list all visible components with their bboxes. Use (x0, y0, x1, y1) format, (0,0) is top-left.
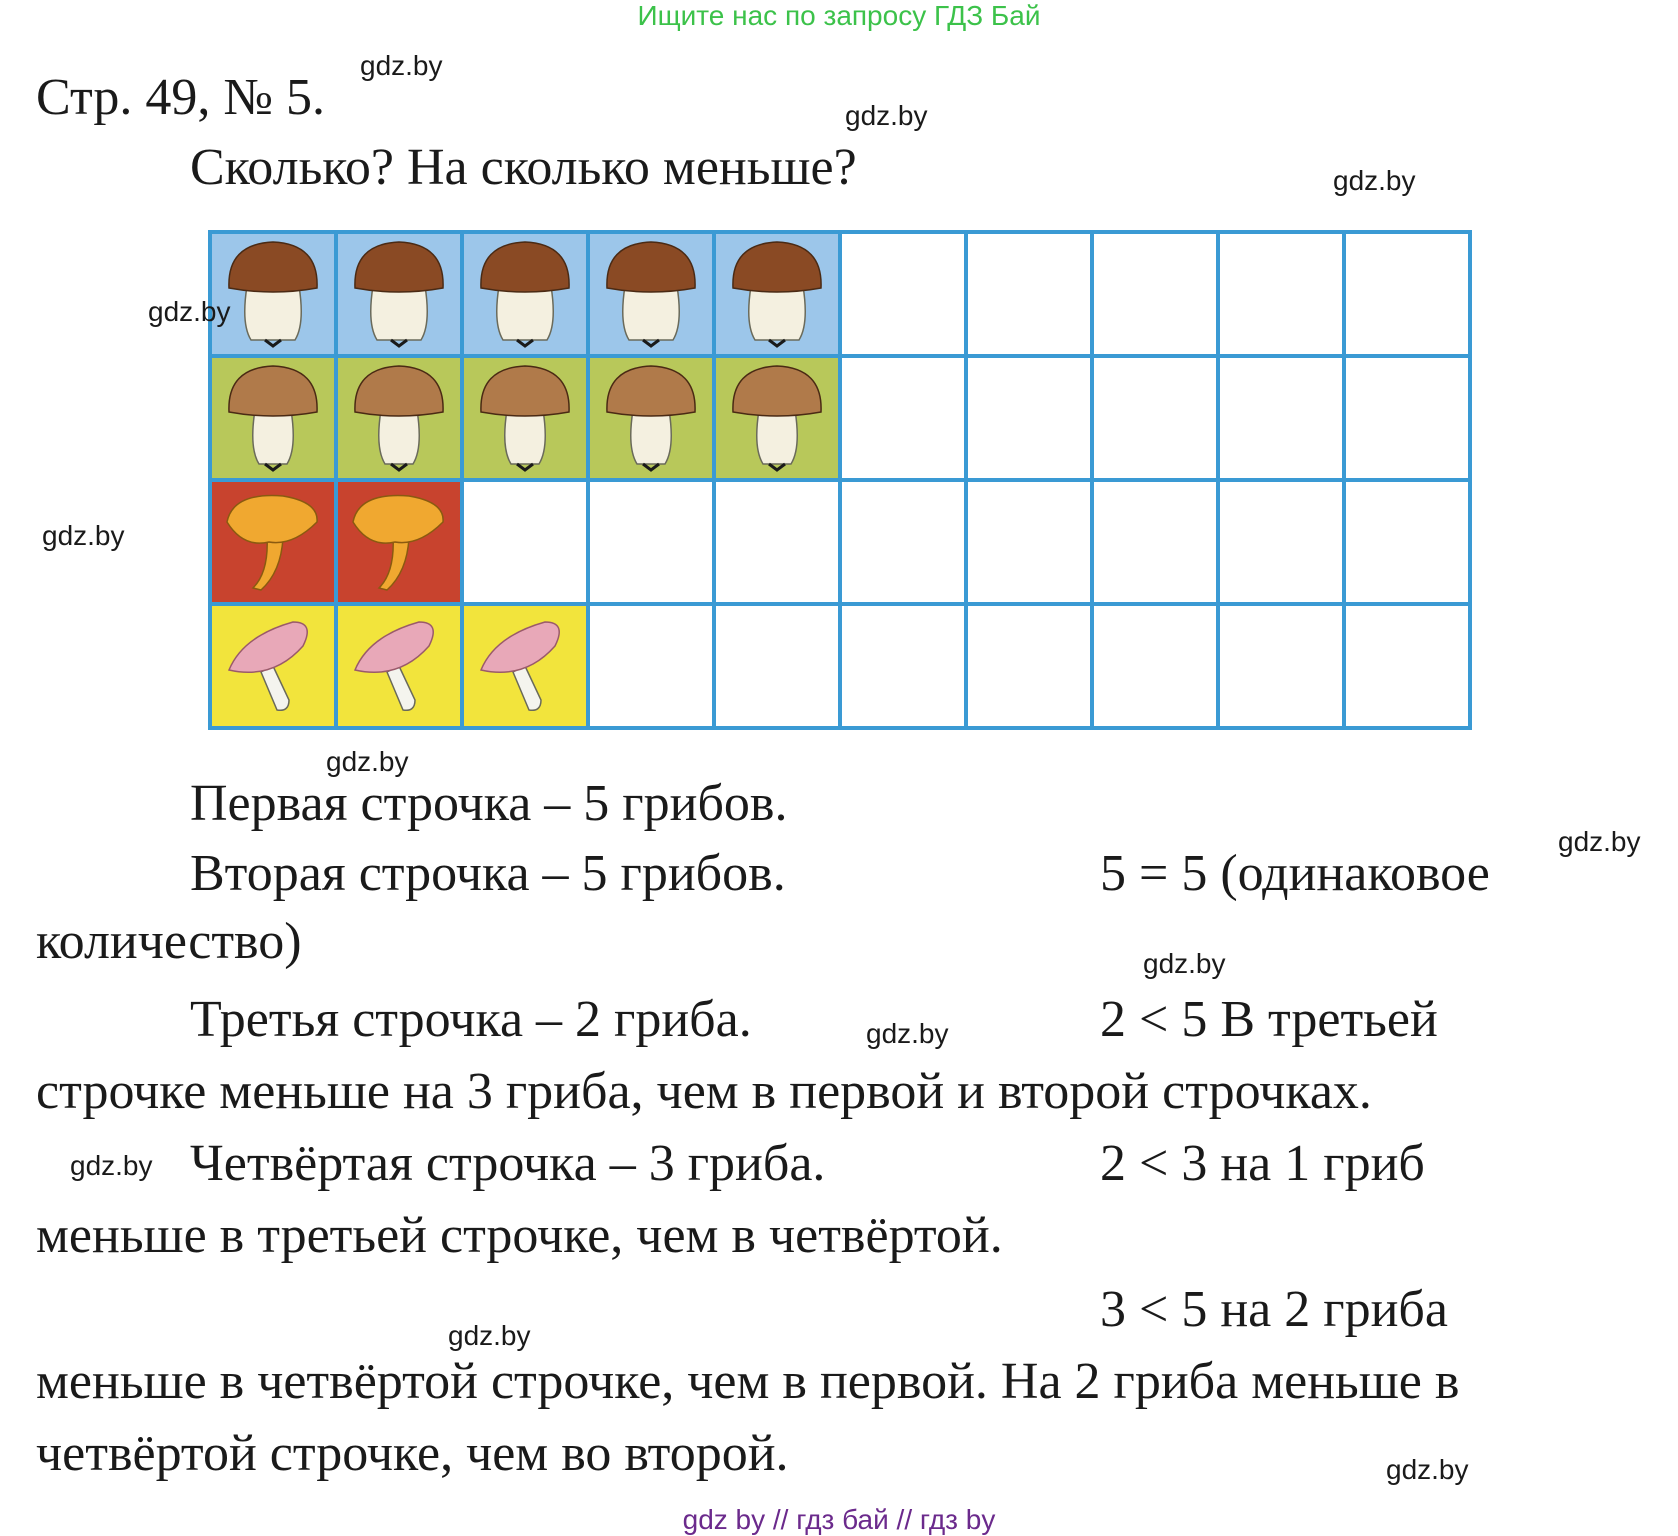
grid-cell (336, 232, 462, 356)
line-2a: Вторая строчка – 5 грибов. (190, 845, 786, 902)
watermark: gdz.by (360, 50, 443, 81)
grid-cell (1218, 356, 1344, 480)
grid-cell (966, 232, 1092, 356)
grid-cell (1344, 480, 1470, 604)
line-5b: меньше в четвёртой строчке, чем в первой. На 2 гриба меньше в (36, 1353, 1460, 1410)
grid-cell (714, 480, 840, 604)
header: Стр. 49, № 5. (36, 69, 325, 126)
grid-cell (336, 356, 462, 480)
grid-cell (588, 232, 714, 356)
grid-cell (840, 480, 966, 604)
grid-cell (210, 604, 336, 728)
watermark: gdz.by (1558, 826, 1641, 857)
grid-cell (840, 232, 966, 356)
line-4b: 2 < 3 на 1 гриб (1100, 1135, 1425, 1192)
watermark: gdz.by (148, 296, 231, 327)
grid-cell (1218, 232, 1344, 356)
watermark: gdz.by (866, 1018, 949, 1049)
question: Сколько? На сколько меньше? (190, 139, 857, 196)
watermark: gdz.by (845, 100, 928, 131)
grid-cell (714, 356, 840, 480)
line-2c: количество) (36, 913, 302, 970)
bottom-banner[interactable]: gdz by // гдз бай // гдз by (682, 1504, 996, 1535)
grid-cell (588, 356, 714, 480)
grid-cell (588, 480, 714, 604)
grid-cell (462, 480, 588, 604)
grid-cell (966, 356, 1092, 480)
watermark: gdz.by (70, 1150, 153, 1181)
grid-cell (1092, 356, 1218, 480)
watermark: gdz.by (448, 1320, 531, 1351)
line-3c: строчке меньше на 3 гриба, чем в первой и второй строчках. (36, 1063, 1372, 1120)
watermark: gdz.by (42, 520, 125, 551)
line-4c: меньше в третьей строчке, чем в четвёртой. (36, 1207, 1003, 1264)
line-1: Первая строчка – 5 грибов. (190, 775, 788, 832)
line-3b: 2 < 5 В третьей (1100, 991, 1438, 1048)
grid-cell (462, 356, 588, 480)
grid-cell (336, 480, 462, 604)
grid-cell (1092, 232, 1218, 356)
grid-cell (966, 480, 1092, 604)
grid-cell (462, 232, 588, 356)
line-3a: Третья строчка – 2 гриба. (190, 991, 752, 1048)
line-2b: 5 = 5 (одинаковое (1100, 845, 1490, 902)
grid-cell (1092, 480, 1218, 604)
grid-cell (966, 604, 1092, 728)
grid-cell (1344, 356, 1470, 480)
grid-cell (1344, 232, 1470, 356)
grid-cell (840, 604, 966, 728)
line-5c: четвёртой строчке, чем во второй. (36, 1425, 789, 1482)
grid-cell (1218, 480, 1344, 604)
line-4a: Четвёртая строчка – 3 гриба. (190, 1135, 826, 1192)
watermark: gdz.by (1386, 1454, 1469, 1485)
watermark: gdz.by (1143, 948, 1226, 979)
grid-cell (210, 480, 336, 604)
grid-cell (714, 604, 840, 728)
grid-cell (1344, 604, 1470, 728)
grid-cell (462, 604, 588, 728)
watermark: gdz.by (1333, 165, 1416, 196)
grid-cell (1218, 604, 1344, 728)
grid-cell (1092, 604, 1218, 728)
grid-cell (840, 356, 966, 480)
mushroom-grid (208, 230, 1484, 734)
grid-cell (588, 604, 714, 728)
top-banner[interactable]: Ищите нас по запросу ГДЗ Бай (637, 0, 1041, 31)
grid-cell (336, 604, 462, 728)
line-5a: 3 < 5 на 2 гриба (1100, 1281, 1448, 1338)
grid-cell (210, 356, 336, 480)
grid-cell (714, 232, 840, 356)
watermark: gdz.by (326, 746, 409, 777)
grid-cell (210, 232, 336, 356)
